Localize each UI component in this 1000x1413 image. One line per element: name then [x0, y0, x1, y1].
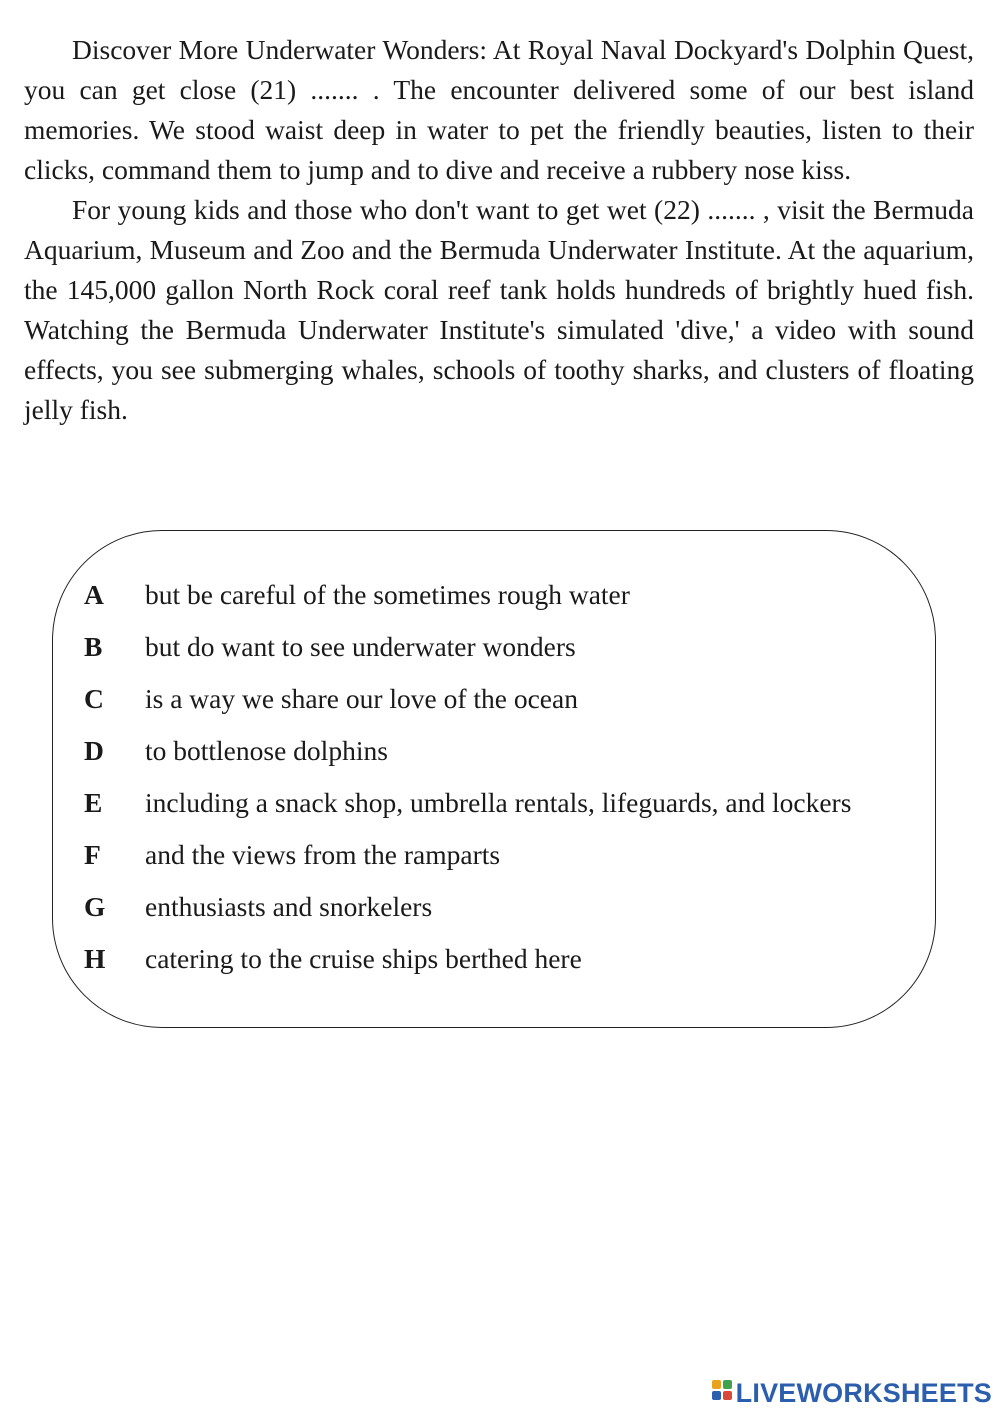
option-letter: F	[84, 839, 101, 870]
option-letter: C	[84, 683, 104, 714]
option-text: enthusiasts and snorkelers	[145, 891, 433, 922]
option-a	[84, 575, 630, 615]
option-text: to bottlenose dolphins	[145, 735, 388, 766]
option-g	[84, 887, 432, 927]
option-h	[84, 939, 582, 979]
option-text: including a snack shop, umbrella rentals, lifeguards, and lockers	[145, 787, 852, 818]
passage-paragraph-1: Discover More Underwater Wonders: At Royal Naval Dockyard's Dolphin Quest, you can get close (21) ....... . The encounter delivered some of our best island memories. We stood waist deep in water to pet the friendly beauties, listen to their clicks, command them to jump and to dive and receive a rubbery nose kiss.	[24, 34, 974, 185]
option-letter: A	[84, 579, 104, 610]
option-c	[84, 679, 578, 719]
option-letter: B	[84, 631, 103, 662]
option-letter: E	[84, 787, 103, 818]
liveworksheets-logo-icon	[712, 1380, 734, 1406]
option-text: is a way we share our love of the ocean	[145, 683, 578, 714]
option-text: and the views from the ramparts	[145, 839, 501, 870]
option-text: catering to the cruise ships berthed here	[145, 943, 582, 974]
option-e	[84, 783, 851, 823]
brand-name: LIVEWORKSHEETS	[735, 1377, 992, 1408]
option-letter: H	[84, 943, 106, 974]
liveworksheets-logo	[712, 1377, 992, 1409]
option-letter: D	[84, 735, 104, 766]
option-f	[84, 835, 500, 875]
option-text: but do want to see underwater wonders	[145, 631, 576, 662]
option-b	[84, 627, 576, 667]
option-text: but be careful of the sometimes rough water	[145, 579, 630, 610]
option-letter: G	[84, 891, 106, 922]
option-d	[84, 731, 388, 771]
passage-paragraph-2: For young kids and those who don't want to get wet (22) ....... , visit the Bermuda Aquarium, Museum and Zoo and the Bermuda Underwater Institute. At the aquarium, the 145,000 gallon North Rock coral reef tank holds hundreds of brightly hued fish. Watching the Bermuda Underwater Institute's simulated 'dive,' a video with sound effects, you see submerging whales, schools of toothy sharks, and clusters of floating jelly fish.	[24, 194, 974, 425]
reading-passage	[24, 30, 974, 430]
